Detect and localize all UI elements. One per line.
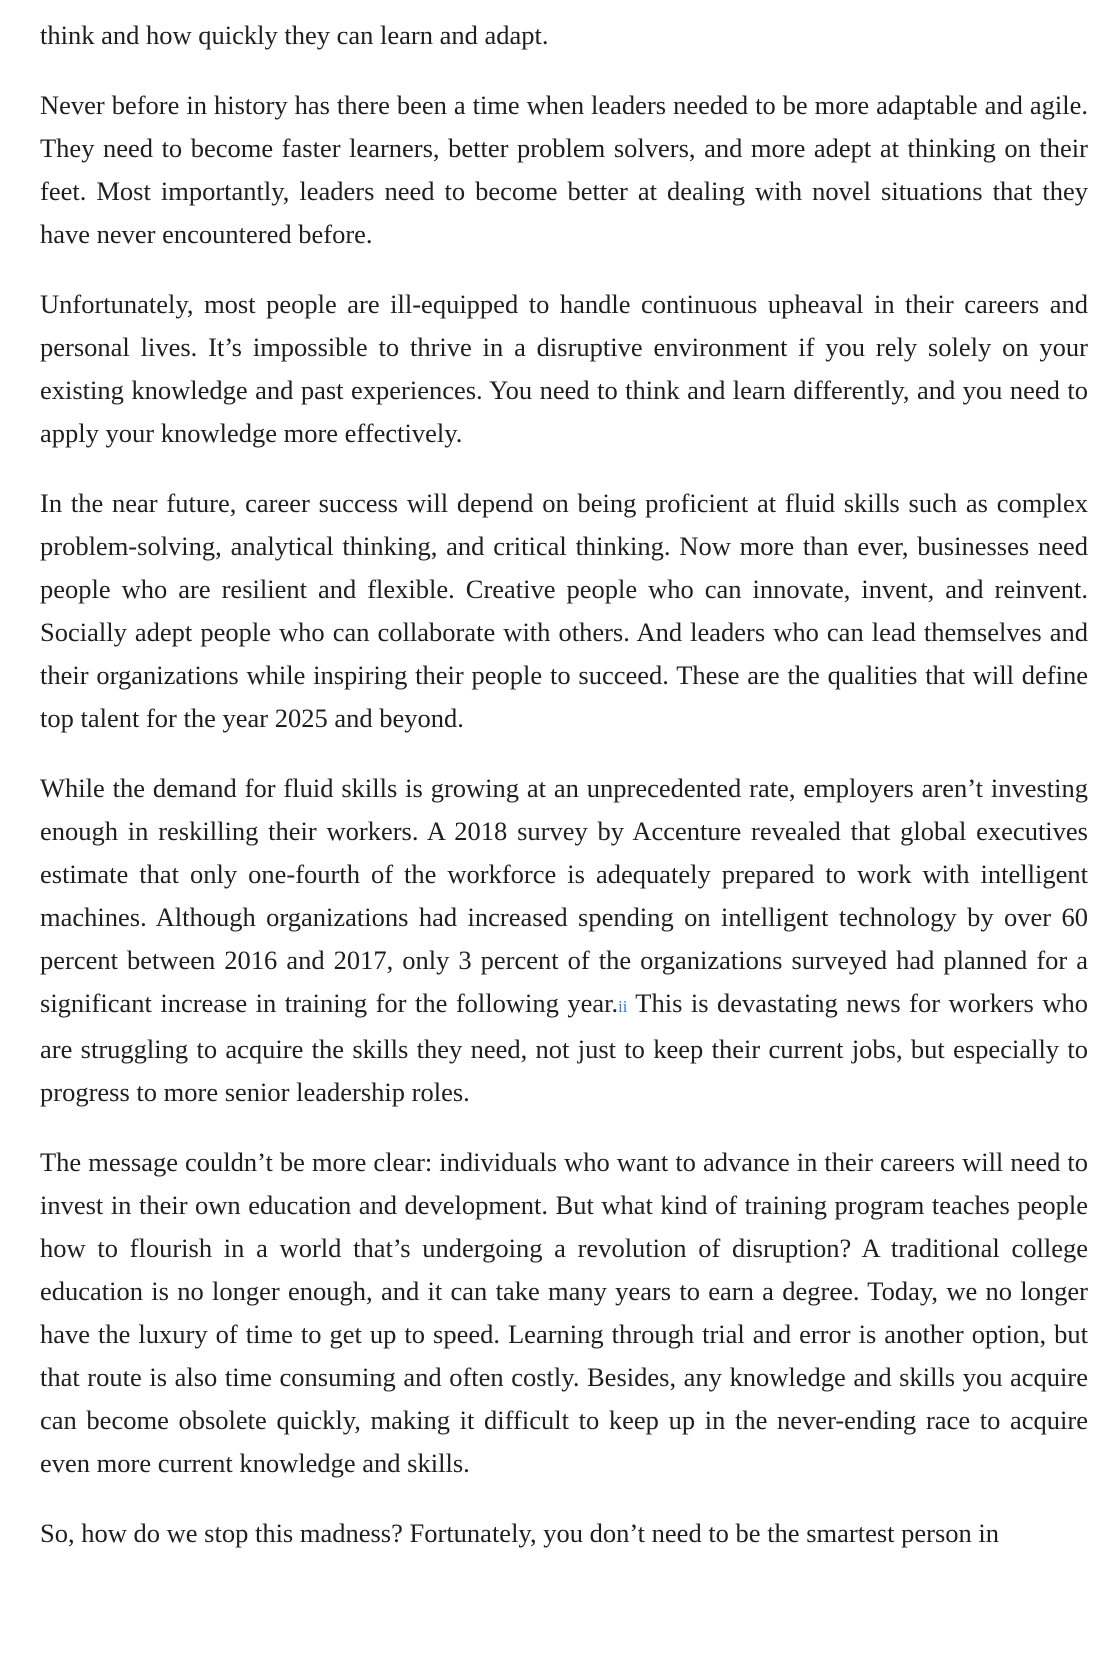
paragraph-5-text-before-note: While the demand for fluid skills is growing at an unprecedented rate, employers aren’t investing enough in reskilling their workers. A 2018 survey by Accenture revealed that global executives estimate that only one-fourth of the workforce is adequately prepared to work with intelligent machines. Although organizations had increased spending on intelligent technology by over 60 percent between 2016 and 2017, only 3 percent of the organizations surveyed had planned for a significant increase in training for the following year. <box>40 773 1088 1018</box>
paragraph-4: In the near future, career success will depend on being proficient at fluid skills such as complex problem-solving, analytical thinking, and critical thinking. Now more than ever, businesses need people who are resilient and flexible. Creative people who can innovate, invent, and reinvent. Socially adept people who can collaborate with others. And leaders who can lead themselves and their organizations while inspiring their people to succeed. These are the qualities that will define top talent for the year 2025 and beyond. <box>40 488 1088 733</box>
paragraph-1: think and how quickly they can learn and adapt. <box>40 20 549 50</box>
paragraph-5-text-after-note: This is devastating news for workers who are struggling to acquire the skills they need, not just to keep their current jobs, but especially to progress to more senior leadership roles. <box>40 988 1088 1107</box>
paragraph-3: Unfortunately, most people are ill-equipped to handle continuous upheaval in their careers and personal lives. It’s impossible to thrive in a disruptive environment if you rely solely on your existing knowledge and past experiences. You need to think and learn differently, and you need to apply your knowledge more effectively. <box>40 289 1088 448</box>
paragraph-6: The message couldn’t be more clear: individuals who want to advance in their careers will need to invest in their own education and development. But what kind of training program teaches people how to flourish in a world that’s undergoing a revolution of disruption? A traditional college education is no longer enough, and it can take many years to earn a degree. Today, we no longer have the luxury of time to get up to speed. Learning through trial and error is another option, but that route is also time consuming and often costly. Besides, any knowledge and skills you acquire can become obsolete quickly, making it difficult to keep up in the never-ending race to acquire even more current knowledge and skills. <box>40 1147 1088 1478</box>
paragraph-5 <box>40 767 1088 1114</box>
endnote-reference-link[interactable]: ii <box>618 997 628 1016</box>
paragraph-2: Never before in history has there been a time when leaders needed to be more adaptable and agile. They need to become faster learners, better problem solvers, and more adept at thinking on their feet. Most importantly, leaders need to become better at dealing with novel situations that they have never encountered before. <box>40 90 1088 249</box>
paragraph-7: So, how do we stop this madness? Fortunately, you don’t need to be the smartest person in <box>40 1518 1000 1548</box>
